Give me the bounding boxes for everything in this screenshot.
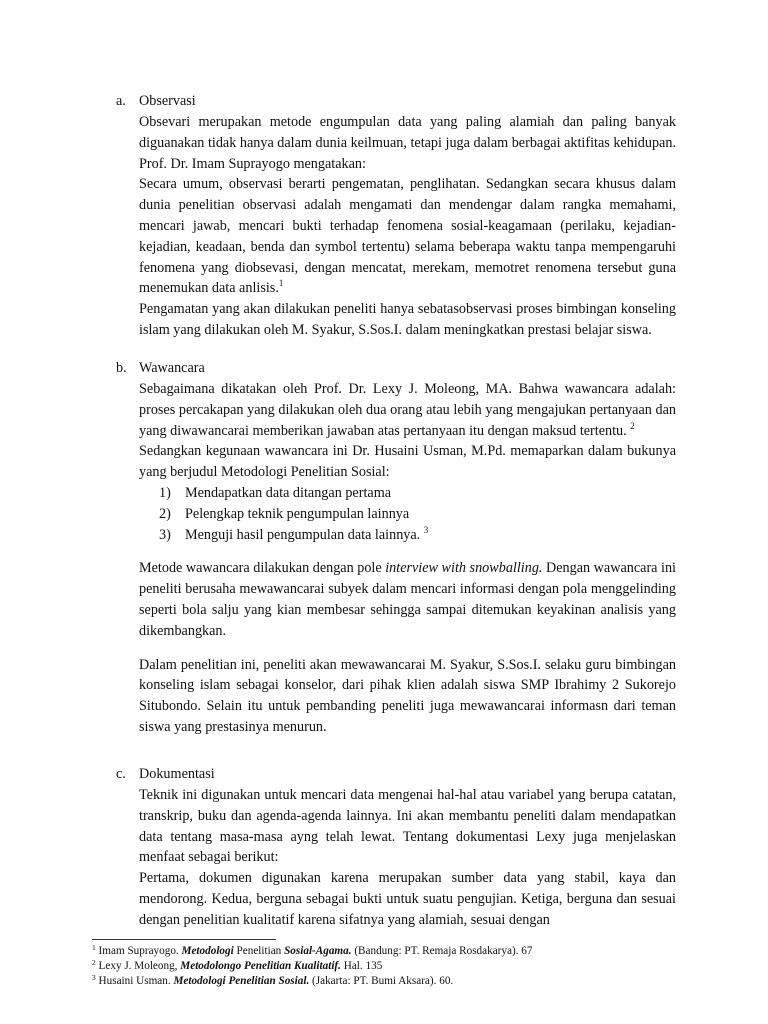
section-wawancara — [116, 358, 676, 738]
list-item — [159, 525, 676, 546]
paragraph — [139, 174, 676, 299]
section-letter: c. — [116, 766, 126, 782]
footnotes — [92, 944, 692, 989]
footnote-text: (Jakarta: PT. Bumi Aksara). 60. — [312, 975, 454, 987]
paragraph-text: Metode wawancara dilakukan dengan pole — [139, 560, 382, 577]
section-heading — [116, 91, 676, 112]
list-number: 3) — [159, 526, 171, 543]
list-text: Menguji hasil pengumpulan data lainnya. — [185, 526, 421, 543]
section-body — [139, 112, 676, 341]
footnote-text: (Bandung: PT. Remaja Rosdakarya). 67 — [354, 945, 533, 957]
list-text: Pelengkap teknik pengumpulan lainnya — [185, 505, 410, 522]
list-number: 2) — [159, 505, 171, 522]
paragraph-text: Sebagaimana dikatakan oleh Prof. Dr. Lexy J. Moleong, MA. Bahwa wawancara adalah: proses percakapan yang dilakukan oleh dua orang atau lebih yang mengajukan pertanyaan dan yang diwawancarai memberikan jawaban atas pertanyaan itu dengan maksud tertentu. — [139, 381, 676, 439]
footnote-text: Lexy J. Moleong, — [98, 960, 178, 972]
list-item — [159, 504, 676, 525]
footnote — [92, 959, 692, 974]
numbered-list — [139, 483, 676, 545]
section-letter: a. — [116, 93, 126, 109]
section-body — [139, 379, 676, 738]
section-title: Dokumentasi — [139, 766, 215, 782]
footnote-title: Sosial-Agama. — [284, 945, 352, 957]
footnote-number: 3 — [92, 973, 96, 982]
section-dokumentasi — [116, 764, 676, 931]
paragraph: Dalam penelitian ini, peneliti akan mewawancarai M. Syakur, S.Sos.I. selaku guru bimbingan konseling islam sebagai konselor, dari pihak klien adalah siswa SMP Ibrahimy 2 Sukorejo Situbondo. Selain itu untuk pembanding peneliti juga mewawancarai informasn dari teman siswa yang prestasinya menurun. — [139, 656, 676, 735]
paragraph: Pertama, dokumen digunakan karena merupakan sumber data yang stabil, kaya dan mendorong. Kedua, berguna sebagai bukti untuk suatu pengujian. Ketiga, berguna dan sesuai dengan penelitian kualitatif karena sifatnya yang alamiah, sesuai dengan — [139, 870, 676, 928]
section-heading — [116, 764, 676, 785]
section-title: Wawancara — [139, 360, 205, 376]
section-body — [139, 785, 676, 931]
footnote-number: 2 — [92, 958, 96, 967]
footnote-title: Metodologi — [181, 945, 234, 957]
footnote-text: Hal. 135 — [343, 960, 383, 972]
paragraph-text: Dengan wawancara ini peneliti berusaha mewawancarai subyek dalam mencari informasi dengan pola menggelinding seperti bola salju yang kian membesar sehingga sampai ditemukan keyakinan analisis yang dikembangkan. — [139, 560, 677, 639]
footnote-ref: 2 — [630, 420, 635, 431]
paragraph — [139, 558, 676, 641]
footnote-title: Metodologi Penelitian Sosial. — [173, 975, 310, 987]
paragraph: Pengamatan yang akan dilakukan peneliti hanya sebatasobservasi proses bimbingan konseling islam yang dilakukan oleh M. Syakur, S.Sos.I. dalam meningkatkan prestasi belajar siswa. — [139, 301, 676, 338]
paragraph-text: Secara umum, observasi berarti pengematan, penglihatan. Sedangkan secara khusus dalam dunia penelitian observasi adalah mengamati dan mendengar dalam rangka memahami, mencari jawab, mencari bukti terhadap fenomena sosial-keagamaan (perilaku, kejadian-kejadian, keadaan, benda dan symbol tertentu) selama beberapa waktu tanpa mempengaruhi fenomena yang diobsevasi, dengan mencatat, merekam, memotret renomena tersebut guna menemukan data anlisis. — [139, 176, 676, 297]
list-item — [159, 483, 676, 504]
footnote-number: 1 — [92, 943, 96, 952]
footnote-text: Penelitian — [236, 945, 282, 957]
footnote — [92, 974, 692, 989]
list-text: Mendapatkan data ditangan pertama — [185, 484, 392, 501]
section-title: Observasi — [139, 93, 196, 109]
footnote-text: Husaini Usman. — [98, 975, 171, 987]
section-letter: b. — [116, 360, 127, 376]
footnote-text: Imam Suprayogo. — [98, 945, 179, 957]
footnote-ref: 1 — [278, 278, 284, 289]
paragraph: Sedangkan kegunaan wawancara ini Dr. Husaini Usman, M.Pd. memaparkan dalam bukunya yang berjudul Metodologi Penelitian Sosial: — [139, 443, 676, 481]
footnote-ref: 3 — [423, 524, 429, 535]
paragraph — [139, 379, 676, 441]
footnote — [92, 944, 692, 959]
paragraph: Obsevari merupakan metode engumpulan data yang paling alamiah dan paling banyak diguanakan tidak hanya dalam dunia keilmuan, tetapi juga dalam berbagai aktifitas kehidupan. Prof. Dr. Imam Suprayogo mengatakan: — [139, 114, 676, 172]
section-heading — [116, 358, 676, 379]
italic-term: interview with snowballing. — [385, 560, 543, 577]
section-observasi — [116, 91, 676, 341]
paragraph: Teknik ini digunakan untuk mencari data mengenai hal-hal atau variabel yang berupa catatan, transkrip, buku dan agenda-agenda lainnya. Ini akan membantu peneliti dalam mendapatkan data tentang masa-masa ayng telah lewat. Tentang dokumentasi Lexy juga menjelaskan menfaat sebagai berikut: — [139, 787, 676, 866]
footnote-title: Metodolongo Penelitian Kualitatif. — [180, 960, 341, 972]
list-number: 1) — [159, 484, 171, 501]
footnote-separator — [92, 939, 276, 940]
